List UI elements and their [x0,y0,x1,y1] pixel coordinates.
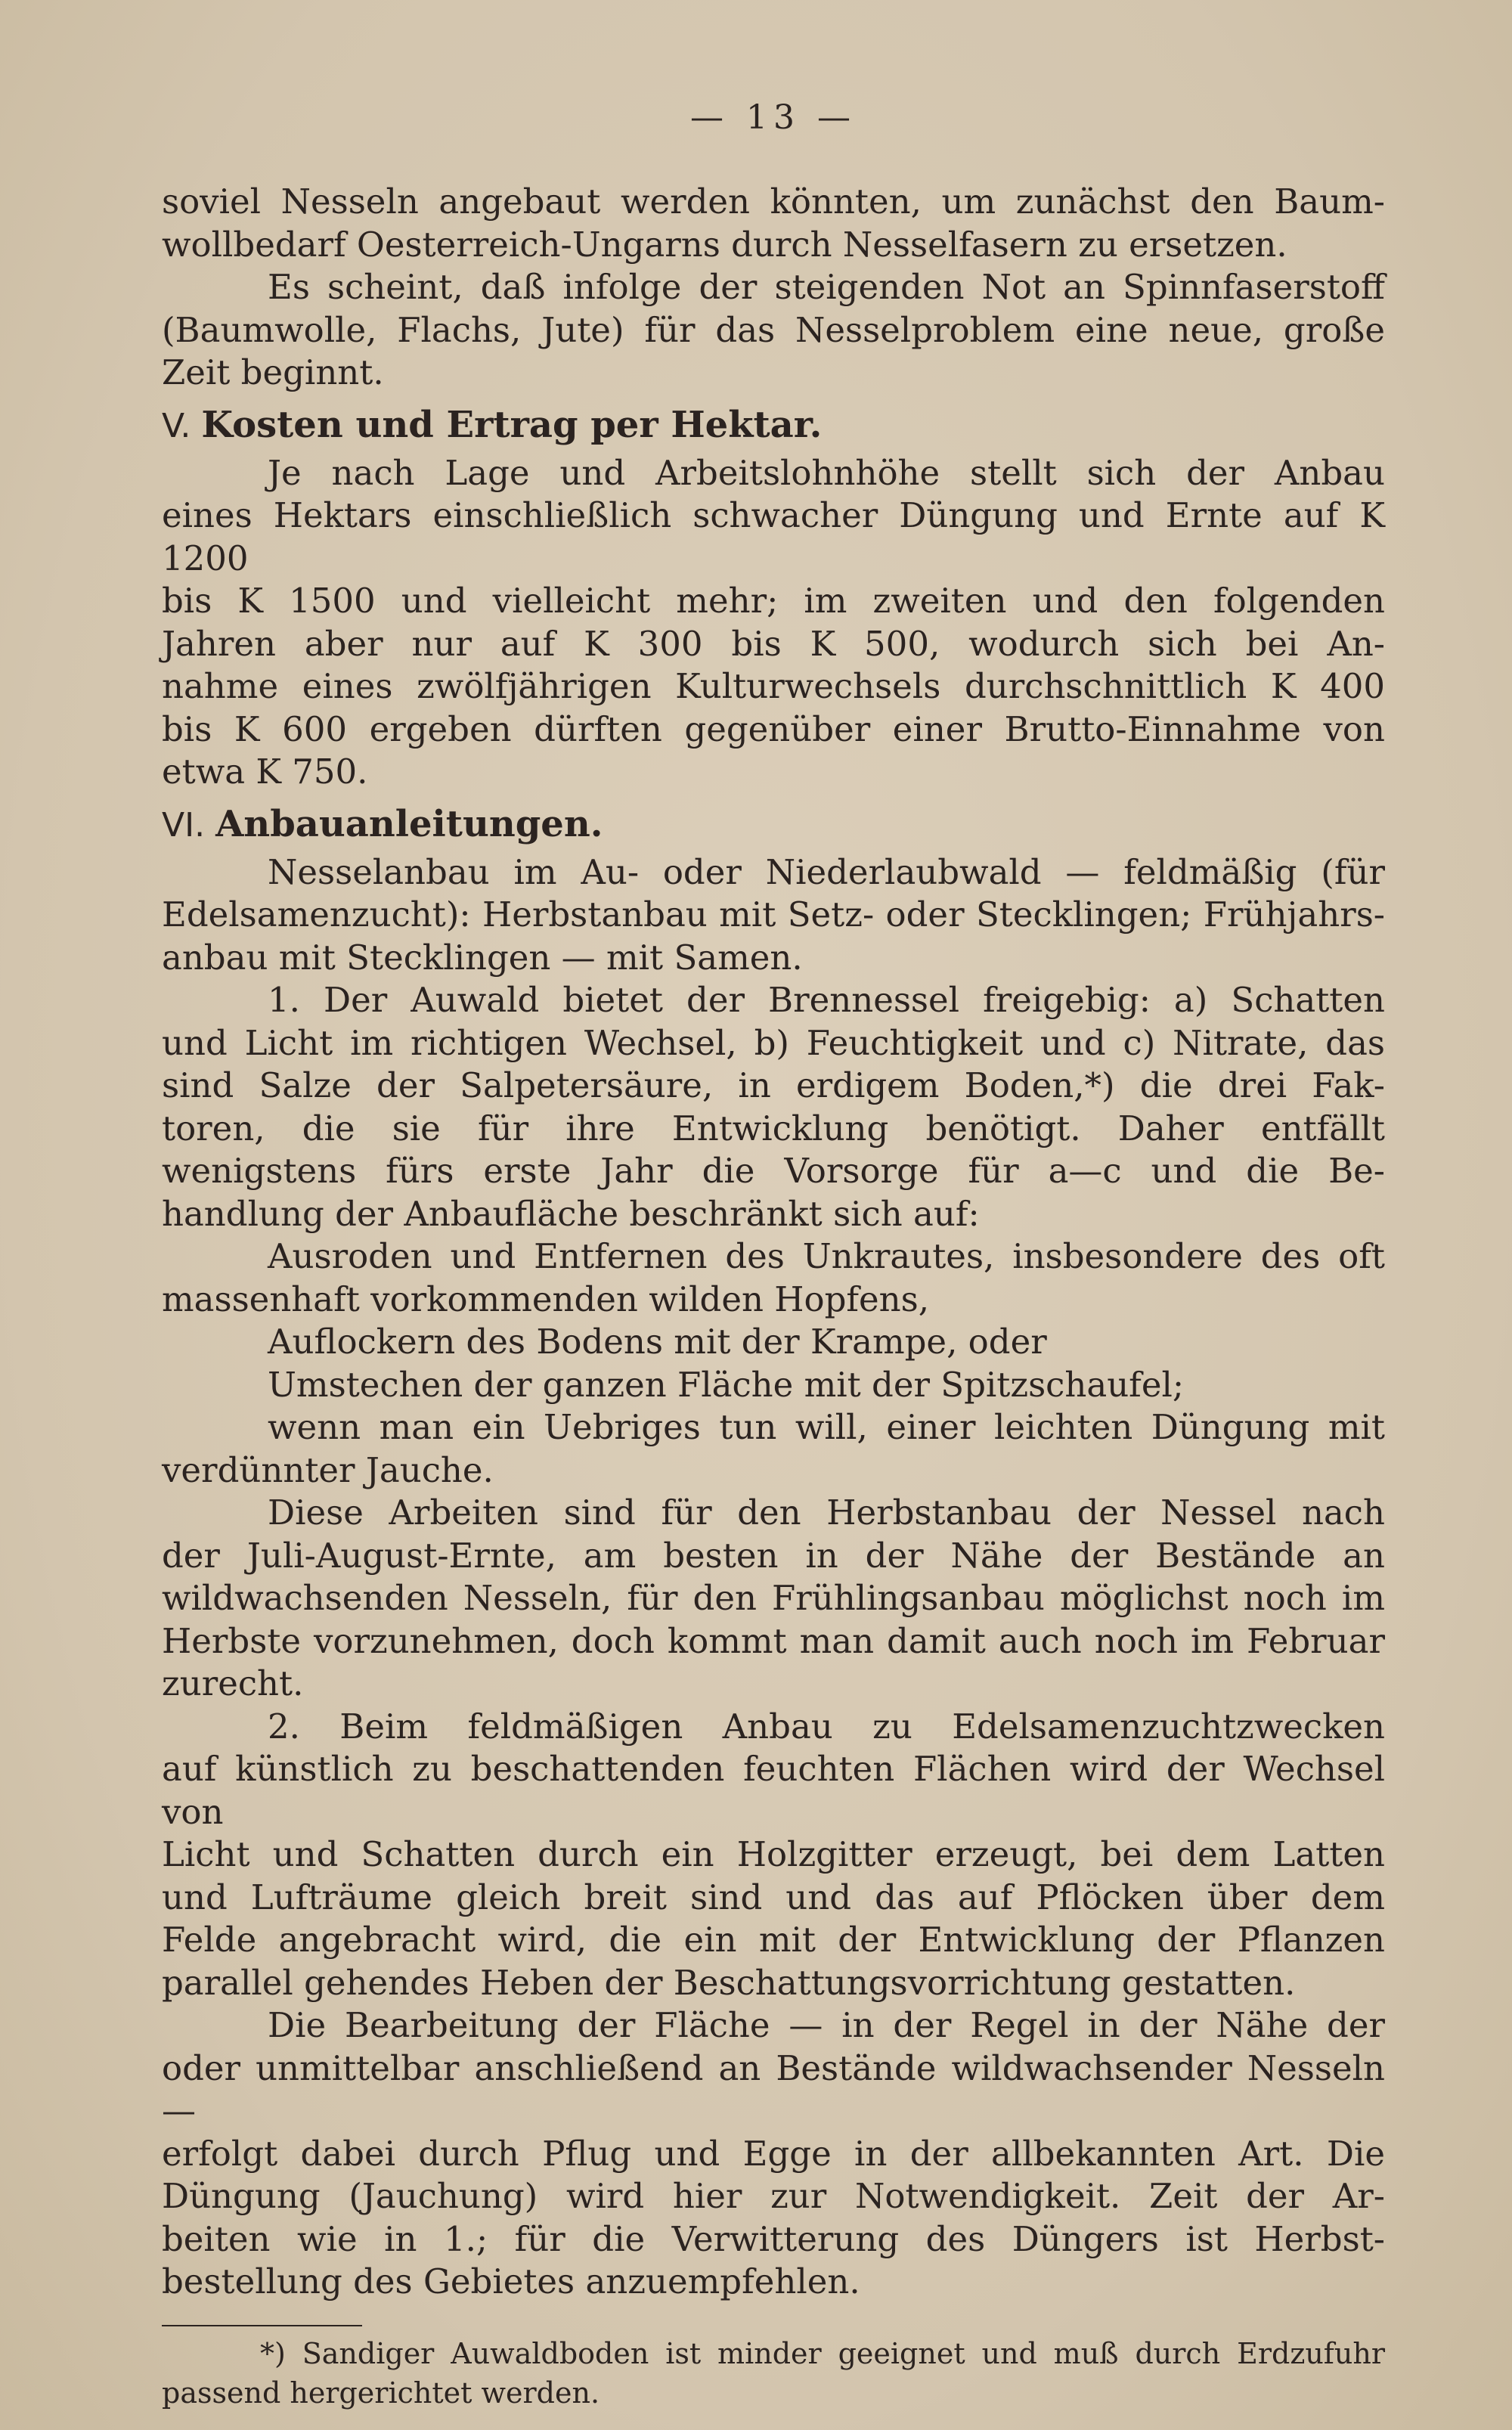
text-line: 2. Beim feldmäßigen Anbau zu Edelsamenzuchtzwecken [268,1706,1385,1747]
text-line: handlung der Anbaufläche beschränkt sich auf: [162,1193,980,1234]
text-line: bis K 1500 und vielleicht mehr; im zweiten und den folgenden [162,581,1385,621]
text-line: parallel gehendes Heben der Beschattungsvorrichtung gestatten. [162,1962,1296,2003]
text-line: Die Bearbeitung der Fläche — in der Regel in der Nähe der [268,2005,1385,2045]
text-line: Herbste vorzunehmen, doch kommt man damit auch noch im Februar [162,1620,1385,1661]
text-line: Auflockern des Bodens mit der Krampe, oder [268,1322,1047,1362]
section-title: Anbauanleitungen. [215,802,603,845]
text-line: zurecht. [162,1663,304,1703]
text-line: Düngung (Jauchung) wird hier zur Notwendigkeit. Zeit der Ar- [162,2176,1385,2216]
text-line: toren, die sie für ihre Entwicklung benötigt. Daher entfällt [162,1108,1385,1148]
text-line: Es scheint, daß infolge der steigenden Not an Spinnfaserstoff [268,267,1385,307]
text-line: oder unmittelbar anschließend an Bestände wildwachsender Nesseln — [162,2047,1385,2131]
section-number: V. [162,406,191,445]
body-text [162,181,1385,2304]
text-line: anbau mit Stecklingen — mit Samen. [162,937,803,978]
text-line: Diese Arbeiten sind für den Herbstanbau der Nessel nach [268,1492,1385,1533]
text-line: wildwachsenden Nesseln, für den Frühlingsanbau möglichst noch im [162,1578,1385,1618]
text-line: Je nach Lage und Arbeitslohnhöhe stellt sich der Anbau [268,452,1385,493]
section-heading-vi [162,803,1385,847]
text-line: massenhaft vorkommenden wilden Hopfens, [162,1279,930,1319]
text-line: Jahren aber nur auf K 300 bis K 500, wodurch sich bei An- [162,623,1385,664]
text-line: 1. Der Auwald bietet der Brennessel freigebig: a) Schatten [268,980,1385,1020]
text-line: Licht und Schatten durch ein Holzgitter erzeugt, bei dem Latten [162,1834,1385,1874]
text-line: (Baumwolle, Flachs, Jute) für das Nesselproblem eine neue, große [162,309,1385,350]
text-line: Nesselanbau im Au- oder Niederlaubwald — feldmäßig (für [268,851,1385,892]
text-line: beiten wie in 1.; für die Verwitterung des Düngers ist Herbst- [162,2218,1385,2259]
text-line: erfolgt dabei durch Pflug und Egge in der allbekannten Art. Die [162,2133,1385,2174]
text-line: nahme eines zwölfjährigen Kulturwechsels durchschnittlich K 400 [162,666,1385,706]
text-line: sind Salze der Salpetersäure, in erdigem Boden,*) die drei Fak- [162,1065,1385,1105]
text-line: Edelsamenzucht): Herbstanbau mit Setz- oder Stecklingen; Frühjahrs- [162,894,1385,934]
text-line: wollbedarf Oesterreich-Ungarns durch Nesselfasern zu ersetzen. [162,224,1287,265]
section-number: VI. [162,805,206,845]
section-heading-v [162,404,1385,448]
text-line: verdünnter Jauche. [162,1449,494,1490]
section-title: Kosten und Ertrag per Hektar. [201,403,823,446]
text-line: Zeit beginnt. [162,352,384,392]
text-line: soviel Nesseln angebaut werden könnten, um zunächst den Baum- [162,181,1385,222]
text-line: wenigstens fürs erste Jahr die Vorsorge für a—c und die Be- [162,1151,1385,1191]
footnote-rule [162,2325,362,2326]
text-line: etwa K 750. [162,752,368,792]
footnote-line: passend hergerichtet werden. [162,2376,600,2410]
text-line: und Licht im richtigen Wechsel, b) Feuchtigkeit und c) Nitrate, das [162,1022,1385,1063]
text-line: bestellung des Gebietes anzuempfehlen. [162,2261,860,2301]
text-line: eines Hektars einschließlich schwacher Düngung und Ernte auf K 1200 [162,495,1385,578]
text-line: Felde angebracht wird, die ein mit der Entwicklung der Pflanzen [162,1920,1385,1960]
text-line: der Juli-August-Ernte, am besten in der Nähe der Bestände an [162,1535,1385,1576]
text-line: Ausroden und Entfernen des Unkrautes, insbesondere des oft [268,1236,1385,1276]
text-line: Umstechen der ganzen Fläche mit der Spitzschaufel; [268,1364,1185,1405]
text-line: bis K 600 ergeben dürften gegenüber einer Brutto-Einnahme von [162,708,1385,749]
footnote [162,2334,1385,2413]
text-line: auf künstlich zu beschattenden feuchten Flächen wird der Wechsel von [162,1749,1385,1832]
footnote-line: *) Sandiger Auwaldboden ist minder geeignet und muß durch Erdzufuhr [260,2336,1385,2370]
text-line: und Lufträume gleich breit sind und das auf Pflöcken über dem [162,1877,1385,1917]
text-line: wenn man ein Uebriges tun will, einer leichten Düngung mit [268,1407,1385,1447]
page-number: — 13 — [690,98,857,137]
